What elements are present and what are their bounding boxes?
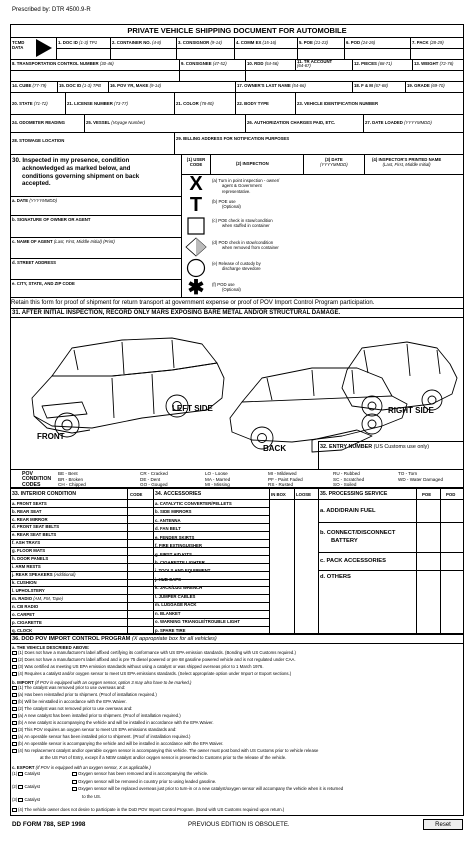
field-30[interactable]: 29. BILLING ADDRESS FOR NOTIFICATION PURPOSES (176, 136, 290, 141)
field-14[interactable]: 14. CUBE (77-79) (12, 83, 47, 88)
field-16[interactable]: 16. POV YR, MAKE (9-14) (110, 83, 162, 88)
s30-city[interactable]: e. CITY, STATE, AND ZIP CODE (12, 281, 75, 286)
s36b-item[interactable]: (a) A new catalyst has been installed prior to shipment. (Proof of installation required.) (12, 714, 181, 719)
tcmd-arrow-icon (36, 39, 54, 57)
accessory-item[interactable]: o. WARNING TRIANGLE/TROUBLE LIGHT (155, 619, 240, 625)
interior-item[interactable]: o. CARPET (12, 611, 35, 617)
field-19[interactable]: 19. GRADE (69-70) (407, 83, 445, 88)
s36-heading: 36. DOD POV IMPORT CONTROL PROGRAM (X appropriate box for all vehicles) (12, 636, 217, 642)
interior-item[interactable]: f. ASH TRAYS (12, 540, 41, 546)
s33-code-col: CODE (130, 492, 143, 497)
checkbox[interactable] (12, 700, 17, 704)
s35-poe-col: POE (422, 492, 432, 497)
code-desc-2: (b) POE use (Optional) (212, 199, 241, 210)
interior-item[interactable]: l. UPHOLSTERY (12, 588, 45, 594)
accessory-item[interactable]: n. BLANKET (155, 610, 181, 616)
code-desc-3: (c) POE check in stow/condition when stuffed in container (212, 218, 273, 229)
interior-item[interactable]: h. DOOR PANELS (12, 556, 49, 562)
checkbox[interactable] (18, 772, 23, 776)
field-11[interactable]: 11. TR ACCOUNT (64-67) (297, 59, 333, 69)
interior-item[interactable]: d. FRONT SEAT BELTS (12, 524, 60, 530)
field-2[interactable]: 2. CONTAINER NO. (4-8) (112, 40, 162, 45)
condition-code-column: CR - Cracked DE - Dent GO - Gouged (140, 471, 168, 487)
s36c-4[interactable]: (4) The vehicle owner does not desire to participate in the DoD POV Import Control Program. (Bond with US Customs required upon return.) (12, 808, 284, 813)
field-22[interactable]: 21. COLOR (78-80) (176, 101, 214, 106)
tcmd-data: TCMD DATA (12, 40, 25, 50)
row-divider (10, 555, 269, 556)
accessory-item[interactable]: k. JACK/LUG WRENCH (155, 585, 203, 591)
circle-code-icon (186, 258, 206, 278)
reset-button[interactable]: Reset (423, 819, 463, 830)
field-5[interactable]: 5. POE (21-23) (299, 40, 328, 45)
accessory-item[interactable]: l. JUMPER CABLES (155, 593, 196, 599)
field-26[interactable]: 25. VESSEL (Voyage Number) (86, 120, 146, 125)
s33-heading: 33. INTERIOR CONDITION (12, 491, 76, 497)
row-divider (10, 539, 269, 540)
interior-item[interactable]: p. CIGARETTE (12, 619, 42, 625)
interior-item[interactable]: i. ARM RESTS (12, 564, 41, 570)
interior-item[interactable]: q. CLOCK (12, 627, 33, 633)
code-desc-1: (a) Turn in point inspection - owner/ agent & Government representative. (212, 178, 280, 194)
s36b-item[interactable]: at the US Port of Entry, except if a NEW catalyst and/or oxygen sensor is presented to Customs prior to the release of the vehicle. (40, 755, 287, 760)
field-3[interactable]: 3. CONSIGNOR (9-14) (178, 40, 222, 45)
row-divider (10, 586, 269, 587)
row-divider (318, 552, 464, 553)
square-code-icon (186, 217, 206, 235)
retain-note: Retain this form for proof of shipment for return transport at government expense or proof of POV Import Control Program participation. (11, 299, 375, 306)
field-28[interactable]: 27. DATE LOADED (YYYYMMDD) (365, 120, 432, 125)
s34-heading: 34. ACCESSORIES (155, 491, 202, 497)
row-divider (10, 626, 269, 627)
accessory-item[interactable]: e. FENDER SKIRTS (155, 534, 195, 540)
s36b-item[interactable]: (a) Has been reinstalled prior to shipment. (Proof of installation required.) (12, 693, 157, 698)
prescribed-by: Prescribed by: DTR 4500.9-R (12, 7, 91, 13)
field-25[interactable]: 24. ODOMETER READING (12, 120, 66, 125)
code-desc-4: (d) POD check in stow/condition when removed from container (212, 240, 279, 251)
row-divider (10, 563, 269, 564)
s36c-item[interactable]: to the US. (82, 793, 102, 799)
s36a-item[interactable]: (2) Does not have a manufacturer's label affixed and is pre 75 diesel powered or pre 68 gasoline powered vehicle and is not regulated under CAA. (12, 658, 296, 663)
row-divider (318, 522, 464, 523)
checkbox[interactable] (12, 721, 17, 725)
checkbox[interactable] (12, 651, 17, 655)
s36c-item[interactable]: Oxygen sensor has been removed and is accompanying the vehicle. (72, 772, 208, 777)
accessory-item[interactable]: m. LUGGAGE RACK (155, 602, 197, 608)
s36b-item[interactable]: (1) The catalyst was removed prior to use overseas and: (12, 686, 125, 691)
s36a-item[interactable]: (4) Requires a catalyst and/or oxygen sensor to meet US EPA emissions standards. (Select appropriate option under Import or Export sections.) (12, 672, 291, 677)
accessory-item[interactable]: b. SIDE MIRRORS (155, 509, 192, 515)
service-item[interactable]: a. ADD/DRAIN FUEL (320, 508, 376, 514)
checkbox[interactable] (12, 728, 17, 732)
field-8[interactable]: 8. TRANSPORTATION CONTROL NUMBER (30-46) (12, 61, 114, 66)
s30-col-date: (3) DATE (YYYYMMDD) (320, 157, 348, 167)
interior-item[interactable]: a. FRONT SEATS (12, 500, 47, 506)
code-symbol-1: X (189, 173, 203, 195)
accessory-item[interactable]: d. FAN BELT (155, 526, 181, 532)
checkbox[interactable] (12, 707, 17, 711)
s36b-heading: b. IMPORT (If POV is equipped with an oxygen sensor, option 3 may also have to be marked.) (12, 680, 192, 685)
checkbox[interactable] (18, 798, 23, 802)
s36c-heading: c. EXPORT (If POV is equipped with an oxygen sensor, X as applicable.) (12, 765, 151, 770)
interior-item[interactable]: j. REAR SPEAKERS (Additional) (12, 572, 76, 578)
checkbox[interactable] (72, 780, 77, 784)
s35-pod-col: POD (446, 492, 456, 497)
condition-code-column: LO - Loose MA - Marred MI - Missing (205, 471, 231, 487)
checkbox[interactable] (12, 686, 17, 690)
accessory-item[interactable]: h. CIGARETTE LIGHTER (155, 559, 205, 565)
field-21[interactable]: 21. LICENSE NUMBER (73-77) (67, 101, 128, 106)
s36a-item[interactable]: (1) Does not have a manufacturer's label affixed certifying its conformance with US EPA emission standards. (Bonding with US Customs required.) (12, 651, 296, 656)
field-29[interactable]: 28. STOWAGE LOCATION (12, 138, 65, 143)
code-symbol-6: ✱ (187, 277, 205, 299)
s32-entry-number[interactable]: 32. ENTRY NUMBER (US Customs use only) (320, 444, 430, 450)
row-divider (10, 507, 269, 508)
accessory-item[interactable]: i. TOOLS AND EQUIPMENT (155, 568, 211, 574)
s30-signature[interactable]: b. SIGNATURE OF OWNER OR AGENT (12, 217, 91, 222)
service-item[interactable]: BATTERY (331, 538, 358, 544)
s36b-item[interactable]: (b) A new catalyst is accompanying the vehicle and will be installed in accordance with the EPA Waiver. (12, 721, 214, 726)
s36b-item[interactable]: (4) No replacement catalyst and/or operable oxygen sensor is accompanying this vehicle. The owner must post bond with US Customs prior to vehicle release (12, 749, 318, 754)
field-17[interactable]: 17. OWNER'S LAST NAME (54-66) (237, 83, 306, 88)
s30-agent-name[interactable]: c. NAME OF AGENT (Last, First, Middle Initial) (Print) (12, 239, 115, 244)
interior-item[interactable]: g. FLOOR MATS (12, 548, 46, 554)
row-divider (10, 515, 269, 516)
s36c-item[interactable]: Oxygen sensor will be removed in country prior to using leaded gasoline. (72, 780, 216, 785)
form-number: DD FORM 788, SEP 1998 (12, 821, 86, 828)
previous-edition-note: PREVIOUS EDITION IS OBSOLETE. (188, 821, 290, 828)
accessory-item[interactable]: p. SPARE TIRE (155, 627, 186, 633)
s36b-item[interactable]: (b) Will be reinstalled in accordance with the EPA Waiver. (12, 700, 127, 705)
checkbox[interactable] (12, 665, 17, 669)
checkbox[interactable] (12, 672, 17, 676)
checkbox[interactable] (12, 808, 17, 812)
s36c-left[interactable]: (1) Catalyst (12, 771, 40, 777)
field-13[interactable]: 13. WEIGHT (72-76) (414, 61, 454, 66)
pov-condition-codes: POV CONDITION CODES (22, 471, 52, 488)
row-divider (10, 547, 269, 548)
interior-item[interactable]: b. REAR SEAT (12, 508, 42, 514)
interior-item[interactable]: n. CB RADIO (12, 603, 39, 609)
condition-code-column: MI - Mildewed PF - Paint Faded RS - Rusted (268, 471, 303, 487)
s36b-item[interactable]: (3) This POV requires an oxygen sensor to meet US EPA emissions standards and: (12, 728, 176, 733)
field-24[interactable]: 23. VEHICLE IDENTIFICATION NUMBER (297, 101, 379, 106)
s36b-item[interactable]: (2) The catalyst was not removed prior to use overseas and: (12, 707, 132, 712)
interior-item[interactable]: k. CUSHION (12, 580, 37, 586)
field-9[interactable]: 9. CONSIGNEE (47-52) (181, 61, 227, 66)
view-right-side: RIGHT SIDE (388, 406, 434, 415)
s36a-item[interactable]: (3) Was certified as meeting US EPA emission standards without using a catalyst or was shipped overseas prior to 1 March 1976. (12, 665, 264, 670)
field-6[interactable]: 6. POD (24-26) (346, 40, 376, 45)
s34-in-box-col: IN BOX (271, 492, 286, 497)
field-12[interactable]: 12. PIECES (68-71) (354, 61, 392, 66)
checkbox[interactable] (12, 693, 17, 697)
code-symbol-2: T (189, 194, 203, 216)
condition-code-column: TO - Torn WD - Water Damaged (398, 471, 444, 482)
view-front: FRONT (37, 432, 65, 441)
accessory-item[interactable]: j. HUB CAPS (155, 576, 182, 582)
interior-item[interactable]: m. RADIO (AM, FM, Tape) (12, 596, 63, 601)
field-7[interactable]: 7. PACK (28-29) (412, 40, 444, 45)
s33-35-frame (10, 488, 464, 634)
interior-item[interactable]: c. REAR MIRROR (12, 516, 48, 522)
service-item[interactable]: b. CONNECT/DISCONNECT (320, 530, 396, 536)
s36b-item[interactable]: (a) An operable sensor has been installed prior to shipment. (Proof of installation required.) (12, 735, 190, 740)
view-back: BACK (263, 444, 287, 453)
checkbox[interactable] (12, 658, 17, 662)
field-23[interactable]: 22. BODY TYPE (237, 101, 269, 106)
field-4[interactable]: 4. COMM EX (15-16) (236, 40, 277, 45)
condition-code-column: BE - Bent BR - Broken CH - Chipped (58, 471, 86, 487)
field-27[interactable]: 26. AUTHORIZATION CHARGES PAID, ETC. (247, 120, 336, 125)
checkbox[interactable] (18, 785, 23, 789)
service-item[interactable]: d. OTHERS (320, 574, 351, 580)
diamond-code-icon (185, 237, 207, 257)
interior-item[interactable]: e. REAR SEAT BELTS (12, 532, 57, 538)
checkbox[interactable] (12, 742, 17, 746)
row-divider (318, 570, 464, 571)
accessory-item[interactable]: g. FIRST AID KITS (155, 551, 192, 557)
checkbox[interactable] (12, 714, 17, 718)
s31-heading: 31. AFTER INITIAL INSPECTION, RECORD ONLY MARS EXPOSING BARE METAL AND/OR STRUCTURAL DAMAGE. (12, 310, 341, 316)
s30-street[interactable]: d. STREET ADDRESS (12, 260, 57, 265)
checkbox[interactable] (72, 772, 77, 776)
accessory-item[interactable]: f. FIRE EXTINGUISHER (155, 543, 203, 549)
s30-col-inspection: (2) INSPECTION (236, 161, 269, 166)
condition-code-column: RU - Rubbed SC - Scratched SO - Soiled (333, 471, 365, 487)
checkbox[interactable] (12, 749, 17, 753)
s36b-item[interactable]: (b) An operable sensor is accompanying the vehicle and will be installed in accordance with the EPA Waiver. (12, 742, 223, 747)
field-1[interactable]: 1. DOC ID (1-3) TP1 (58, 40, 98, 45)
s30-col-user-code: (1) USER CODE (186, 157, 206, 167)
s30-heading: 30. Inspected in my presence, condition acknowledged as marked below, and conditions governing shipment on back accepted. (12, 157, 140, 188)
accessory-item[interactable]: a. CATALYTIC CONVERTER/PELLETS (155, 500, 232, 506)
s36a-heading: a. THE VEHICLE DESCRIBED ABOVE: (12, 645, 90, 650)
view-left-side: LEFT SIDE (172, 404, 213, 413)
field-15[interactable]: 15. DOC ID (1-3) TPB (59, 83, 102, 88)
s30-col-inspector: (4) INSPECTOR'S PRINTED NAME (Last, First, Middle Initial) (372, 157, 442, 167)
form-title: PRIVATE VEHICLE SHIPPING DOCUMENT FOR AUTOMOBILE (127, 26, 347, 35)
accessory-item[interactable]: c. ANTENNA (155, 517, 181, 523)
field-10[interactable]: 10. RDD (54-56) (247, 61, 279, 66)
field-18[interactable]: 18. F & M (67-68) (354, 83, 388, 88)
row-divider (10, 602, 269, 603)
code-desc-6: (f) POD use (Optional) (212, 282, 241, 293)
row-divider (10, 610, 269, 611)
s30-date[interactable]: a. DATE (YYYYMMDD) (12, 198, 58, 203)
s36c-item[interactable]: Oxygen sensor will be replaced overseas just prior to turn-in or a new catalyst/oxygen sensor will accompany the vehicle when it is returned (72, 787, 343, 792)
code-desc-5: (e) Release of custody by discharge stevedore (212, 261, 261, 272)
field-20[interactable]: 20. STATE (71-72) (12, 101, 48, 106)
s35-heading: 35. PROCESSING SERVICE (320, 491, 388, 497)
s36c-left[interactable]: (2) Catalyst (12, 784, 40, 790)
s34-loose-col: LOOSE (296, 492, 312, 497)
checkbox[interactable] (72, 787, 77, 791)
checkbox[interactable] (12, 735, 17, 739)
service-item[interactable]: c. PACK ACCESSORIES (320, 558, 387, 564)
s36c-left[interactable]: (3) Catalyst (12, 797, 40, 803)
